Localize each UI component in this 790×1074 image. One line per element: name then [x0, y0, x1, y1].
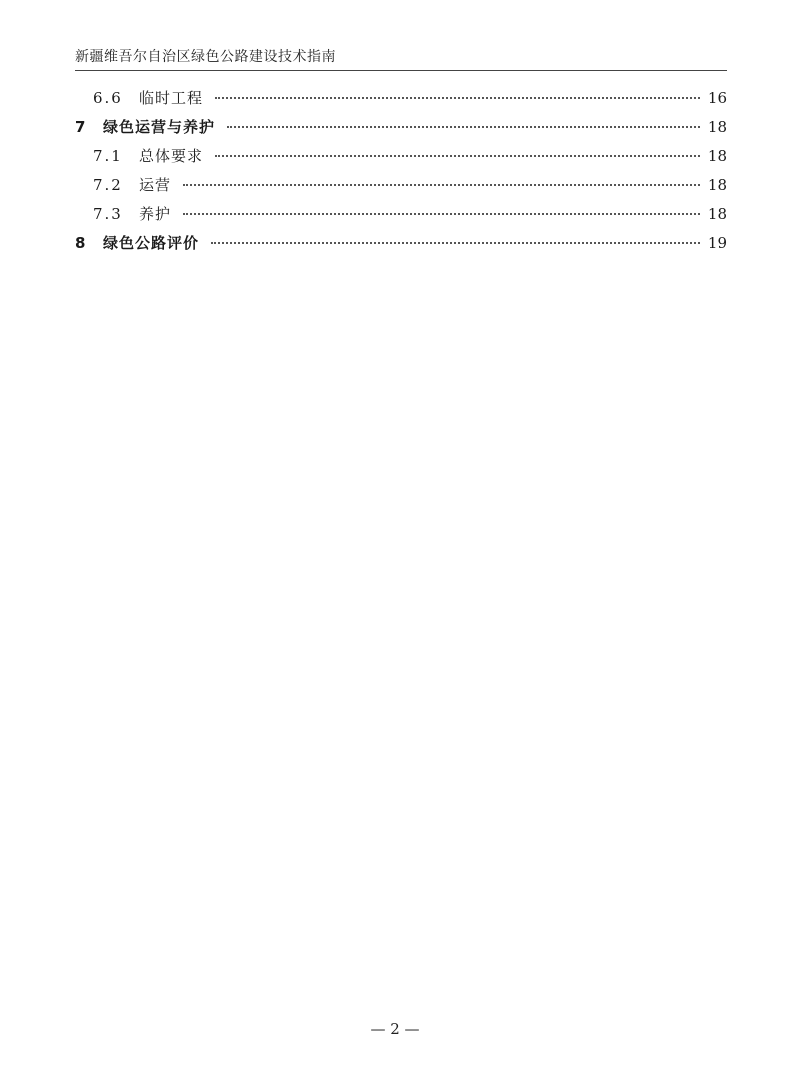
toc-dot-leader: [215, 97, 700, 99]
toc-entry-page: 18: [707, 147, 727, 165]
toc-entry-page: 19: [707, 234, 727, 252]
toc-entry-page: 16: [707, 89, 727, 107]
toc-entry-page: 18: [707, 118, 727, 136]
toc-entry-number: 7.3: [93, 205, 123, 223]
toc-entry-page: 18: [707, 176, 727, 194]
toc-entry-title: 临时工程: [139, 89, 204, 107]
header-rule: [75, 70, 727, 71]
toc-entry-number: 7: [75, 118, 86, 136]
toc-entry-number: 7.2: [93, 176, 123, 194]
toc-entry-number: 7.1: [93, 147, 123, 165]
toc-entry-number: 6.6: [93, 89, 123, 107]
toc-dot-leader: [211, 242, 700, 244]
toc-entry-title: 运营: [139, 176, 172, 194]
toc-entry-title: 养护: [139, 205, 172, 223]
toc-entry-title: 绿色运营与养护: [103, 118, 216, 136]
toc-entry-title: 绿色公路评价: [103, 234, 200, 252]
table-of-contents: [75, 86, 727, 260]
toc-entry-title: 总体要求: [139, 147, 204, 165]
toc-entry-page: 18: [707, 205, 727, 223]
running-header: 新疆维吾尔自治区绿色公路建设技术指南: [75, 49, 336, 65]
toc-entry[interactable]: [75, 173, 727, 202]
toc-entry[interactable]: [75, 144, 727, 173]
toc-entry[interactable]: [75, 86, 727, 115]
page-number: — 2 —: [370, 1020, 420, 1038]
toc-entry[interactable]: [75, 115, 727, 144]
toc-dot-leader: [227, 126, 700, 128]
toc-entry-number: 8: [75, 234, 86, 252]
toc-entry[interactable]: [75, 202, 727, 231]
toc-entry[interactable]: [75, 231, 727, 260]
toc-dot-leader: [183, 184, 700, 186]
toc-dot-leader: [183, 213, 700, 215]
toc-dot-leader: [215, 155, 700, 157]
